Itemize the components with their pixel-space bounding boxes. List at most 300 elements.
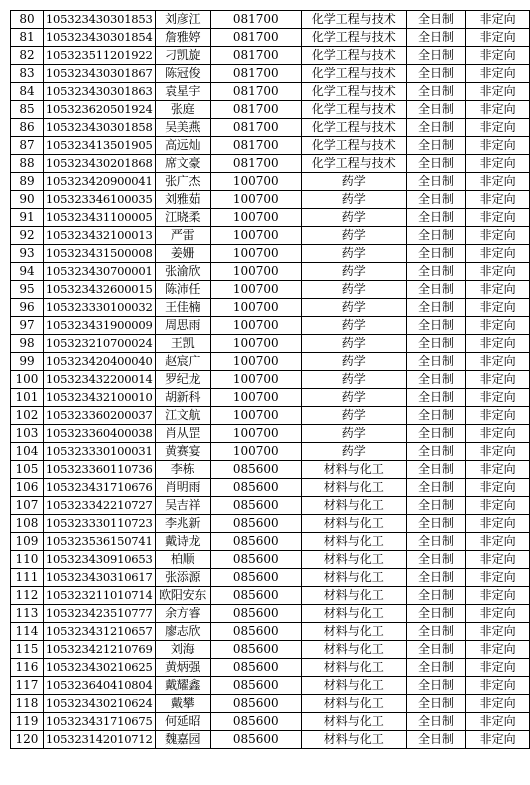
placement-type-cell: 非定向 <box>466 731 530 749</box>
exam-id-cell: 105323430210625 <box>43 659 155 677</box>
exam-id-cell: 105323330110723 <box>43 515 155 533</box>
study-mode-cell: 全日制 <box>406 299 466 317</box>
study-mode-cell: 全日制 <box>406 515 466 533</box>
exam-id-cell: 105323420400040 <box>43 353 155 371</box>
major-name-cell: 药学 <box>301 407 406 425</box>
table-row <box>11 137 530 155</box>
major-code-cell: 081700 <box>210 11 301 29</box>
row-number-cell: 97 <box>11 317 44 335</box>
study-mode-cell: 全日制 <box>406 263 466 281</box>
major-code-cell: 100700 <box>210 353 301 371</box>
major-name-cell: 药学 <box>301 425 406 443</box>
study-mode-cell: 全日制 <box>406 713 466 731</box>
exam-id-cell: 105323430301867 <box>43 65 155 83</box>
table-row <box>11 497 530 515</box>
major-name-cell: 药学 <box>301 263 406 281</box>
major-name-cell: 化学工程与技术 <box>301 155 406 173</box>
major-name-cell: 材料与化工 <box>301 659 406 677</box>
table-row <box>11 263 530 281</box>
major-name-cell: 化学工程与技术 <box>301 83 406 101</box>
major-name-cell: 化学工程与技术 <box>301 11 406 29</box>
placement-type-cell: 非定向 <box>466 353 530 371</box>
major-code-cell: 085600 <box>210 641 301 659</box>
major-name-cell: 化学工程与技术 <box>301 65 406 83</box>
student-name-cell: 罗纪龙 <box>155 371 210 389</box>
exam-id-cell: 105323430310617 <box>43 569 155 587</box>
student-name-cell: 刘海 <box>155 641 210 659</box>
study-mode-cell: 全日制 <box>406 281 466 299</box>
placement-type-cell: 非定向 <box>466 281 530 299</box>
student-name-cell: 江文航 <box>155 407 210 425</box>
student-name-cell: 吴美燕 <box>155 119 210 137</box>
row-number-cell: 111 <box>11 569 44 587</box>
major-code-cell: 085600 <box>210 551 301 569</box>
placement-type-cell: 非定向 <box>466 461 530 479</box>
major-code-cell: 100700 <box>210 299 301 317</box>
exam-id-cell: 105323640410804 <box>43 677 155 695</box>
row-number-cell: 98 <box>11 335 44 353</box>
student-name-cell: 陈沛任 <box>155 281 210 299</box>
study-mode-cell: 全日制 <box>406 659 466 677</box>
major-name-cell: 药学 <box>301 371 406 389</box>
major-code-cell: 100700 <box>210 317 301 335</box>
placement-type-cell: 非定向 <box>466 587 530 605</box>
placement-type-cell: 非定向 <box>466 119 530 137</box>
table-row <box>11 119 530 137</box>
major-code-cell: 081700 <box>210 101 301 119</box>
table-row <box>11 65 530 83</box>
table-row <box>11 11 530 29</box>
study-mode-cell: 全日制 <box>406 569 466 587</box>
study-mode-cell: 全日制 <box>406 407 466 425</box>
major-code-cell: 085600 <box>210 605 301 623</box>
student-name-cell: 江晓柔 <box>155 209 210 227</box>
student-name-cell: 赵宸广 <box>155 353 210 371</box>
exam-id-cell: 105323413501905 <box>43 137 155 155</box>
study-mode-cell: 全日制 <box>406 11 466 29</box>
major-name-cell: 化学工程与技术 <box>301 137 406 155</box>
exam-id-cell: 105323431900009 <box>43 317 155 335</box>
study-mode-cell: 全日制 <box>406 641 466 659</box>
exam-id-cell: 105323430210624 <box>43 695 155 713</box>
major-code-cell: 081700 <box>210 155 301 173</box>
placement-type-cell: 非定向 <box>466 623 530 641</box>
major-code-cell: 100700 <box>210 173 301 191</box>
major-name-cell: 药学 <box>301 389 406 407</box>
major-code-cell: 081700 <box>210 83 301 101</box>
student-name-cell: 张渝欣 <box>155 263 210 281</box>
placement-type-cell: 非定向 <box>466 641 530 659</box>
exam-id-cell: 105323432100010 <box>43 389 155 407</box>
row-number-cell: 114 <box>11 623 44 641</box>
exam-id-cell: 105323430201868 <box>43 155 155 173</box>
major-name-cell: 材料与化工 <box>301 551 406 569</box>
row-number-cell: 110 <box>11 551 44 569</box>
row-number-cell: 87 <box>11 137 44 155</box>
row-number-cell: 94 <box>11 263 44 281</box>
major-name-cell: 材料与化工 <box>301 623 406 641</box>
exam-id-cell: 105323420900041 <box>43 173 155 191</box>
row-number-cell: 95 <box>11 281 44 299</box>
table-row <box>11 209 530 227</box>
major-name-cell: 材料与化工 <box>301 695 406 713</box>
row-number-cell: 103 <box>11 425 44 443</box>
placement-type-cell: 非定向 <box>466 569 530 587</box>
student-name-cell: 戴攀 <box>155 695 210 713</box>
table-row <box>11 245 530 263</box>
placement-type-cell: 非定向 <box>466 551 530 569</box>
major-name-cell: 材料与化工 <box>301 605 406 623</box>
major-name-cell: 化学工程与技术 <box>301 119 406 137</box>
table-row <box>11 101 530 119</box>
study-mode-cell: 全日制 <box>406 317 466 335</box>
major-code-cell: 100700 <box>210 407 301 425</box>
student-name-cell: 柏顺 <box>155 551 210 569</box>
row-number-cell: 99 <box>11 353 44 371</box>
major-name-cell: 化学工程与技术 <box>301 29 406 47</box>
exam-id-cell: 105323342210727 <box>43 497 155 515</box>
major-code-cell: 085600 <box>210 497 301 515</box>
placement-type-cell: 非定向 <box>466 155 530 173</box>
placement-type-cell: 非定向 <box>466 317 530 335</box>
placement-type-cell: 非定向 <box>466 227 530 245</box>
placement-type-cell: 非定向 <box>466 443 530 461</box>
study-mode-cell: 全日制 <box>406 83 466 101</box>
placement-type-cell: 非定向 <box>466 713 530 731</box>
table-row <box>11 317 530 335</box>
exam-id-cell: 105323430301854 <box>43 29 155 47</box>
study-mode-cell: 全日制 <box>406 461 466 479</box>
table-row <box>11 641 530 659</box>
major-name-cell: 材料与化工 <box>301 569 406 587</box>
placement-type-cell: 非定向 <box>466 137 530 155</box>
placement-type-cell: 非定向 <box>466 659 530 677</box>
exam-id-cell: 105323430301858 <box>43 119 155 137</box>
student-name-cell: 肖从罡 <box>155 425 210 443</box>
placement-type-cell: 非定向 <box>466 263 530 281</box>
study-mode-cell: 全日制 <box>406 227 466 245</box>
placement-type-cell: 非定向 <box>466 83 530 101</box>
exam-id-cell: 105323431710676 <box>43 479 155 497</box>
row-number-cell: 117 <box>11 677 44 695</box>
placement-type-cell: 非定向 <box>466 191 530 209</box>
study-mode-cell: 全日制 <box>406 551 466 569</box>
student-name-cell: 王佳楠 <box>155 299 210 317</box>
study-mode-cell: 全日制 <box>406 695 466 713</box>
exam-id-cell: 105323430700001 <box>43 263 155 281</box>
student-name-cell: 余方睿 <box>155 605 210 623</box>
placement-type-cell: 非定向 <box>466 209 530 227</box>
major-code-cell: 085600 <box>210 695 301 713</box>
major-code-cell: 100700 <box>210 191 301 209</box>
student-name-cell: 姜姗 <box>155 245 210 263</box>
major-code-cell: 100700 <box>210 335 301 353</box>
exam-id-cell: 105323330100031 <box>43 443 155 461</box>
row-number-cell: 82 <box>11 47 44 65</box>
student-name-cell: 肖明雨 <box>155 479 210 497</box>
table-row <box>11 479 530 497</box>
major-code-cell: 085600 <box>210 731 301 749</box>
study-mode-cell: 全日制 <box>406 47 466 65</box>
table-row <box>11 47 530 65</box>
student-name-cell: 廖志欣 <box>155 623 210 641</box>
exam-id-cell: 105323432100013 <box>43 227 155 245</box>
row-number-cell: 93 <box>11 245 44 263</box>
major-name-cell: 药学 <box>301 245 406 263</box>
major-code-cell: 081700 <box>210 65 301 83</box>
row-number-cell: 118 <box>11 695 44 713</box>
exam-id-cell: 105323511201922 <box>43 47 155 65</box>
student-name-cell: 张广杰 <box>155 173 210 191</box>
table-row <box>11 659 530 677</box>
major-name-cell: 药学 <box>301 299 406 317</box>
study-mode-cell: 全日制 <box>406 353 466 371</box>
major-code-cell: 081700 <box>210 137 301 155</box>
major-code-cell: 100700 <box>210 425 301 443</box>
major-name-cell: 材料与化工 <box>301 677 406 695</box>
student-name-cell: 黄赛宴 <box>155 443 210 461</box>
placement-type-cell: 非定向 <box>466 11 530 29</box>
table-row <box>11 605 530 623</box>
major-name-cell: 材料与化工 <box>301 461 406 479</box>
student-name-cell: 魏嘉园 <box>155 731 210 749</box>
major-name-cell: 材料与化工 <box>301 479 406 497</box>
student-name-cell: 袁星宇 <box>155 83 210 101</box>
study-mode-cell: 全日制 <box>406 101 466 119</box>
row-number-cell: 109 <box>11 533 44 551</box>
exam-id-cell: 105323360110736 <box>43 461 155 479</box>
major-code-cell: 081700 <box>210 47 301 65</box>
study-mode-cell: 全日制 <box>406 245 466 263</box>
row-number-cell: 113 <box>11 605 44 623</box>
study-mode-cell: 全日制 <box>406 209 466 227</box>
exam-id-cell: 105323430301863 <box>43 83 155 101</box>
major-name-cell: 药学 <box>301 335 406 353</box>
major-name-cell: 材料与化工 <box>301 497 406 515</box>
row-number-cell: 120 <box>11 731 44 749</box>
study-mode-cell: 全日制 <box>406 335 466 353</box>
student-name-cell: 刘雅茹 <box>155 191 210 209</box>
major-code-cell: 085600 <box>210 479 301 497</box>
placement-type-cell: 非定向 <box>466 695 530 713</box>
table-row <box>11 29 530 47</box>
row-number-cell: 86 <box>11 119 44 137</box>
row-number-cell: 119 <box>11 713 44 731</box>
table-row <box>11 587 530 605</box>
exam-id-cell: 105323620501924 <box>43 101 155 119</box>
study-mode-cell: 全日制 <box>406 677 466 695</box>
table-row <box>11 425 530 443</box>
study-mode-cell: 全日制 <box>406 587 466 605</box>
student-name-cell: 高远灿 <box>155 137 210 155</box>
exam-id-cell: 105323330100032 <box>43 299 155 317</box>
exam-id-cell: 105323430301853 <box>43 11 155 29</box>
student-name-cell: 黄炳强 <box>155 659 210 677</box>
row-number-cell: 105 <box>11 461 44 479</box>
major-name-cell: 药学 <box>301 317 406 335</box>
table-row <box>11 371 530 389</box>
table-row <box>11 695 530 713</box>
major-code-cell: 100700 <box>210 281 301 299</box>
table-row <box>11 515 530 533</box>
study-mode-cell: 全日制 <box>406 119 466 137</box>
study-mode-cell: 全日制 <box>406 623 466 641</box>
exam-id-cell: 105323431710675 <box>43 713 155 731</box>
row-number-cell: 85 <box>11 101 44 119</box>
row-number-cell: 100 <box>11 371 44 389</box>
exam-id-cell: 105323432200014 <box>43 371 155 389</box>
table-row <box>11 173 530 191</box>
table-row <box>11 299 530 317</box>
major-name-cell: 材料与化工 <box>301 587 406 605</box>
row-number-cell: 104 <box>11 443 44 461</box>
placement-type-cell: 非定向 <box>466 173 530 191</box>
placement-type-cell: 非定向 <box>466 533 530 551</box>
study-mode-cell: 全日制 <box>406 425 466 443</box>
table-row <box>11 155 530 173</box>
student-name-cell: 周思雨 <box>155 317 210 335</box>
row-number-cell: 90 <box>11 191 44 209</box>
row-number-cell: 115 <box>11 641 44 659</box>
placement-type-cell: 非定向 <box>466 245 530 263</box>
student-name-cell: 胡新科 <box>155 389 210 407</box>
student-name-cell: 戴诗龙 <box>155 533 210 551</box>
placement-type-cell: 非定向 <box>466 407 530 425</box>
table-row <box>11 83 530 101</box>
study-mode-cell: 全日制 <box>406 173 466 191</box>
row-number-cell: 116 <box>11 659 44 677</box>
major-code-cell: 085600 <box>210 677 301 695</box>
student-name-cell: 李栋 <box>155 461 210 479</box>
row-number-cell: 81 <box>11 29 44 47</box>
table-row <box>11 389 530 407</box>
row-number-cell: 96 <box>11 299 44 317</box>
study-mode-cell: 全日制 <box>406 605 466 623</box>
study-mode-cell: 全日制 <box>406 371 466 389</box>
row-number-cell: 112 <box>11 587 44 605</box>
student-name-cell: 刁凯旋 <box>155 47 210 65</box>
study-mode-cell: 全日制 <box>406 137 466 155</box>
row-number-cell: 84 <box>11 83 44 101</box>
table-row <box>11 281 530 299</box>
placement-type-cell: 非定向 <box>466 65 530 83</box>
placement-type-cell: 非定向 <box>466 497 530 515</box>
exam-id-cell: 105323421210769 <box>43 641 155 659</box>
row-number-cell: 107 <box>11 497 44 515</box>
placement-type-cell: 非定向 <box>466 479 530 497</box>
student-name-cell: 陈冠俊 <box>155 65 210 83</box>
table-row <box>11 335 530 353</box>
table-body <box>11 11 530 749</box>
major-name-cell: 材料与化工 <box>301 515 406 533</box>
study-mode-cell: 全日制 <box>406 389 466 407</box>
major-code-cell: 085600 <box>210 713 301 731</box>
exam-id-cell: 105323536150741 <box>43 533 155 551</box>
major-code-cell: 085600 <box>210 515 301 533</box>
admission-list-table <box>10 10 530 749</box>
placement-type-cell: 非定向 <box>466 29 530 47</box>
student-name-cell: 李兆新 <box>155 515 210 533</box>
row-number-cell: 80 <box>11 11 44 29</box>
table-row <box>11 677 530 695</box>
row-number-cell: 106 <box>11 479 44 497</box>
exam-id-cell: 105323211010714 <box>43 587 155 605</box>
placement-type-cell: 非定向 <box>466 425 530 443</box>
major-code-cell: 100700 <box>210 443 301 461</box>
row-number-cell: 101 <box>11 389 44 407</box>
student-name-cell: 吴吉祥 <box>155 497 210 515</box>
placement-type-cell: 非定向 <box>466 335 530 353</box>
exam-id-cell: 105323431100005 <box>43 209 155 227</box>
table-row <box>11 353 530 371</box>
major-code-cell: 100700 <box>210 371 301 389</box>
exam-id-cell: 105323142010712 <box>43 731 155 749</box>
major-name-cell: 药学 <box>301 443 406 461</box>
major-code-cell: 085600 <box>210 533 301 551</box>
exam-id-cell: 105323430910653 <box>43 551 155 569</box>
exam-id-cell: 105323431500008 <box>43 245 155 263</box>
student-name-cell: 何延昭 <box>155 713 210 731</box>
row-number-cell: 102 <box>11 407 44 425</box>
major-code-cell: 100700 <box>210 209 301 227</box>
table-row <box>11 713 530 731</box>
study-mode-cell: 全日制 <box>406 443 466 461</box>
table-row <box>11 407 530 425</box>
study-mode-cell: 全日制 <box>406 155 466 173</box>
student-name-cell: 詹雅婷 <box>155 29 210 47</box>
study-mode-cell: 全日制 <box>406 497 466 515</box>
row-number-cell: 92 <box>11 227 44 245</box>
exam-id-cell: 105323423510777 <box>43 605 155 623</box>
placement-type-cell: 非定向 <box>466 371 530 389</box>
major-code-cell: 100700 <box>210 263 301 281</box>
table-row <box>11 227 530 245</box>
major-code-cell: 085600 <box>210 569 301 587</box>
exam-id-cell: 105323346100035 <box>43 191 155 209</box>
placement-type-cell: 非定向 <box>466 101 530 119</box>
major-code-cell: 085600 <box>210 623 301 641</box>
placement-type-cell: 非定向 <box>466 47 530 65</box>
study-mode-cell: 全日制 <box>406 479 466 497</box>
table-row <box>11 443 530 461</box>
major-name-cell: 化学工程与技术 <box>301 101 406 119</box>
row-number-cell: 108 <box>11 515 44 533</box>
major-name-cell: 材料与化工 <box>301 533 406 551</box>
row-number-cell: 83 <box>11 65 44 83</box>
table-row <box>11 569 530 587</box>
student-name-cell: 王凯 <box>155 335 210 353</box>
major-name-cell: 药学 <box>301 173 406 191</box>
exam-id-cell: 105323210700024 <box>43 335 155 353</box>
study-mode-cell: 全日制 <box>406 731 466 749</box>
major-name-cell: 药学 <box>301 353 406 371</box>
placement-type-cell: 非定向 <box>466 677 530 695</box>
table-row <box>11 551 530 569</box>
major-name-cell: 药学 <box>301 227 406 245</box>
student-name-cell: 欧阳安东 <box>155 587 210 605</box>
major-code-cell: 100700 <box>210 389 301 407</box>
placement-type-cell: 非定向 <box>466 515 530 533</box>
major-name-cell: 药学 <box>301 209 406 227</box>
table-row <box>11 731 530 749</box>
major-code-cell: 081700 <box>210 29 301 47</box>
placement-type-cell: 非定向 <box>466 389 530 407</box>
row-number-cell: 88 <box>11 155 44 173</box>
major-code-cell: 100700 <box>210 227 301 245</box>
student-name-cell: 席文豪 <box>155 155 210 173</box>
student-name-cell: 严雷 <box>155 227 210 245</box>
major-code-cell: 085600 <box>210 587 301 605</box>
